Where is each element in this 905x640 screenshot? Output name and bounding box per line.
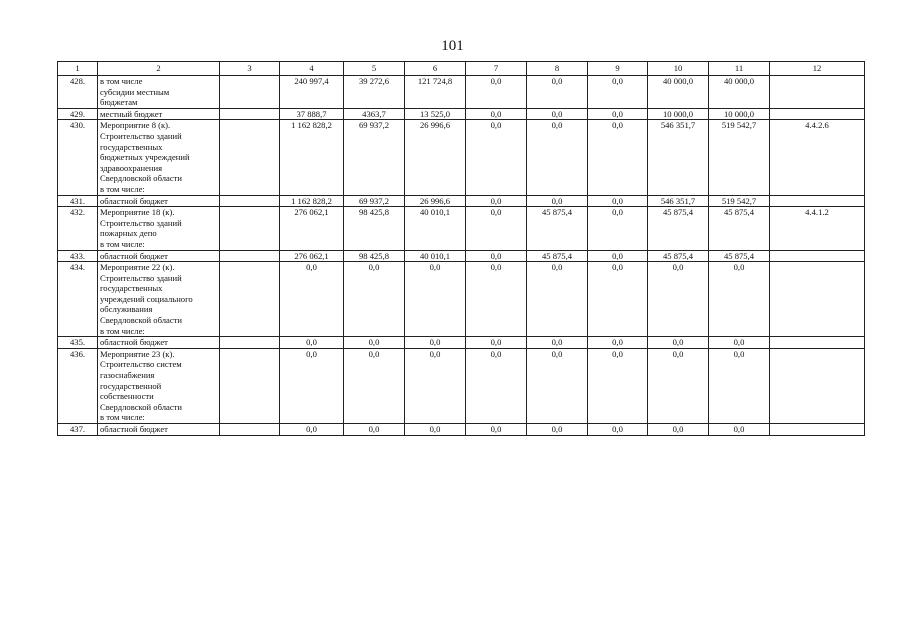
row-col3 xyxy=(220,195,280,207)
row-value: 0,0 xyxy=(588,108,648,120)
row-number: 428. xyxy=(58,76,98,109)
row-name-line: Свердловской области xyxy=(100,173,183,184)
row-value: 0,0 xyxy=(466,207,527,250)
row-value: 40 010,1 xyxy=(405,250,466,262)
row-value: 0,0 xyxy=(527,348,588,423)
row-col3 xyxy=(220,108,280,120)
row-col3 xyxy=(220,424,280,436)
row-number: 433. xyxy=(58,250,98,262)
row-name-line: в том числе: xyxy=(100,412,145,423)
row-col3 xyxy=(220,120,280,195)
row-value: 0,0 xyxy=(588,250,648,262)
row-value: 276 062,1 xyxy=(280,207,344,250)
row-value: 0,0 xyxy=(466,262,527,337)
row-name-line: областной бюджет xyxy=(100,195,168,206)
row-value: 0,0 xyxy=(527,337,588,349)
row-value: 0,0 xyxy=(344,348,405,423)
row-value: 0,0 xyxy=(709,262,770,337)
column-header: 6 xyxy=(405,62,466,76)
column-header: 5 xyxy=(344,62,405,76)
row-name-line: Свердловской области xyxy=(100,401,183,412)
table-row xyxy=(58,76,865,109)
column-header: 8 xyxy=(527,62,588,76)
row-value: 0,0 xyxy=(280,424,344,436)
column-header: 9 xyxy=(588,62,648,76)
row-name-line: областной бюджет xyxy=(100,337,168,348)
header-row xyxy=(58,62,865,76)
row-value: 276 062,1 xyxy=(280,250,344,262)
row-name xyxy=(98,120,220,195)
row-number: 432. xyxy=(58,207,98,250)
row-value: 45 875,4 xyxy=(527,250,588,262)
row-value: 0,0 xyxy=(344,424,405,436)
row-name-line: областной бюджет xyxy=(100,250,168,261)
column-header: 3 xyxy=(220,62,280,76)
row-col3 xyxy=(220,337,280,349)
row-number: 429. xyxy=(58,108,98,120)
row-code xyxy=(770,108,865,120)
row-value: 0,0 xyxy=(648,424,709,436)
row-value: 1 162 828,2 xyxy=(280,195,344,207)
row-name-line: Строительство зданий xyxy=(100,130,182,141)
budget-table xyxy=(57,61,865,436)
row-value: 0,0 xyxy=(280,262,344,337)
row-code: 4.4.1.2 xyxy=(770,207,865,250)
row-name-line: субсидии местным xyxy=(100,86,170,97)
row-name-line: государственных xyxy=(100,141,163,152)
row-name-line: газоснабжения xyxy=(100,370,155,381)
row-name-line: обслуживания xyxy=(100,304,153,315)
row-name xyxy=(98,337,220,349)
row-value: 0,0 xyxy=(527,120,588,195)
row-value: 69 937,2 xyxy=(344,120,405,195)
column-header: 1 xyxy=(58,62,98,76)
row-value: 39 272,6 xyxy=(344,76,405,109)
row-code xyxy=(770,76,865,109)
row-name-line: местный бюджет xyxy=(100,108,163,119)
row-value: 0,0 xyxy=(466,108,527,120)
row-code xyxy=(770,424,865,436)
row-value: 0,0 xyxy=(405,424,466,436)
row-name xyxy=(98,207,220,250)
row-value: 0,0 xyxy=(709,348,770,423)
row-value: 13 525,0 xyxy=(405,108,466,120)
row-name-line: Мероприятие 23 (к). xyxy=(100,348,175,359)
row-name-line: бюджетам xyxy=(100,97,138,108)
page-number: 101 xyxy=(441,38,464,54)
row-value: 37 888,7 xyxy=(280,108,344,120)
row-name-line: в том числе xyxy=(100,76,143,86)
row-name-line: Мероприятие 8 (к). xyxy=(100,120,171,131)
row-number: 435. xyxy=(58,337,98,349)
row-number: 434. xyxy=(58,262,98,337)
row-value: 0,0 xyxy=(588,120,648,195)
row-name-line: бюджетных учреждений xyxy=(100,152,190,163)
row-value: 0,0 xyxy=(405,262,466,337)
row-value: 10 000,0 xyxy=(709,108,770,120)
row-number: 437. xyxy=(58,424,98,436)
row-value: 0,0 xyxy=(709,424,770,436)
table-row xyxy=(58,250,865,262)
row-name-line: в том числе: xyxy=(100,183,145,194)
row-value: 0,0 xyxy=(280,337,344,349)
row-code xyxy=(770,195,865,207)
row-value: 0,0 xyxy=(344,262,405,337)
row-col3 xyxy=(220,250,280,262)
row-code xyxy=(770,337,865,349)
row-code xyxy=(770,250,865,262)
row-name-line: Строительство зданий xyxy=(100,272,182,283)
table-row xyxy=(58,108,865,120)
row-value: 98 425,8 xyxy=(344,250,405,262)
row-value: 0,0 xyxy=(527,108,588,120)
row-value: 519 542,7 xyxy=(709,195,770,207)
row-value: 4363,7 xyxy=(344,108,405,120)
row-code xyxy=(770,262,865,337)
row-name-line: Строительство систем xyxy=(100,359,182,370)
row-value: 45 875,4 xyxy=(527,207,588,250)
table-row xyxy=(58,337,865,349)
row-value: 10 000,0 xyxy=(648,108,709,120)
row-name-line: государственных xyxy=(100,283,163,294)
row-value: 546 351,7 xyxy=(648,120,709,195)
row-value: 0,0 xyxy=(588,195,648,207)
row-value: 0,0 xyxy=(709,337,770,349)
row-value: 45 875,4 xyxy=(709,207,770,250)
row-value: 0,0 xyxy=(466,76,527,109)
row-value: 546 351,7 xyxy=(648,195,709,207)
row-value: 0,0 xyxy=(527,195,588,207)
row-name-line: собственности xyxy=(100,391,154,402)
row-name-line: в том числе: xyxy=(100,325,145,336)
row-code xyxy=(770,348,865,423)
row-col3 xyxy=(220,348,280,423)
row-value: 98 425,8 xyxy=(344,207,405,250)
row-name-line: областной бюджет xyxy=(100,424,168,434)
row-value: 45 875,4 xyxy=(709,250,770,262)
row-value: 26 996,6 xyxy=(405,120,466,195)
table-row xyxy=(58,348,865,423)
row-value: 26 996,6 xyxy=(405,195,466,207)
row-code: 4.4.2.6 xyxy=(770,120,865,195)
row-value: 45 875,4 xyxy=(648,207,709,250)
row-value: 40 000,0 xyxy=(648,76,709,109)
row-name xyxy=(98,250,220,262)
row-value: 0,0 xyxy=(588,262,648,337)
row-value: 0,0 xyxy=(466,348,527,423)
column-header: 7 xyxy=(466,62,527,76)
row-name-line: учреждений социального xyxy=(100,293,193,304)
row-name xyxy=(98,76,220,109)
row-col3 xyxy=(220,76,280,109)
row-name-line: Свердловской области xyxy=(100,315,183,326)
row-name-line: в том числе: xyxy=(100,238,145,249)
row-value: 0,0 xyxy=(466,337,527,349)
row-value: 240 997,4 xyxy=(280,76,344,109)
row-name xyxy=(98,195,220,207)
row-value: 45 875,4 xyxy=(648,250,709,262)
row-name-line: Строительство зданий xyxy=(100,217,182,228)
row-value: 519 542,7 xyxy=(709,120,770,195)
row-value: 40 000,0 xyxy=(709,76,770,109)
row-value: 0,0 xyxy=(280,348,344,423)
row-name-line: Мероприятие 18 (к). xyxy=(100,207,175,218)
table-row xyxy=(58,424,865,436)
row-value: 40 010,1 xyxy=(405,207,466,250)
table-row xyxy=(58,207,865,250)
row-value: 121 724,8 xyxy=(405,76,466,109)
row-value: 0,0 xyxy=(405,348,466,423)
row-name xyxy=(98,348,220,423)
row-number: 430. xyxy=(58,120,98,195)
table-row xyxy=(58,195,865,207)
row-value: 0,0 xyxy=(527,262,588,337)
row-value: 0,0 xyxy=(466,195,527,207)
row-value: 1 162 828,2 xyxy=(280,120,344,195)
row-number: 436. xyxy=(58,348,98,423)
row-name-line: Мероприятие 22 (к). xyxy=(100,262,175,273)
row-value: 69 937,2 xyxy=(344,195,405,207)
row-value: 0,0 xyxy=(588,207,648,250)
row-value: 0,0 xyxy=(344,337,405,349)
row-value: 0,0 xyxy=(405,337,466,349)
row-value: 0,0 xyxy=(466,250,527,262)
row-value: 0,0 xyxy=(527,76,588,109)
row-number: 431. xyxy=(58,195,98,207)
row-col3 xyxy=(220,207,280,250)
column-header: 2 xyxy=(98,62,220,76)
table-row xyxy=(58,120,865,195)
row-name xyxy=(98,108,220,120)
row-name-line: здравоохранения xyxy=(100,162,163,173)
row-value: 0,0 xyxy=(588,337,648,349)
row-value: 0,0 xyxy=(648,337,709,349)
row-value: 0,0 xyxy=(648,348,709,423)
row-value: 0,0 xyxy=(588,76,648,109)
table-row xyxy=(58,262,865,337)
row-value: 0,0 xyxy=(527,424,588,436)
row-name xyxy=(98,262,220,337)
table-body xyxy=(58,76,865,436)
row-value: 0,0 xyxy=(588,424,648,436)
row-col3 xyxy=(220,262,280,337)
column-header: 10 xyxy=(648,62,709,76)
row-value: 0,0 xyxy=(466,120,527,195)
row-value: 0,0 xyxy=(588,348,648,423)
row-name xyxy=(98,424,220,436)
row-value: 0,0 xyxy=(466,424,527,436)
row-value: 0,0 xyxy=(648,262,709,337)
row-name-line: пожарных депо xyxy=(100,228,157,239)
column-header: 4 xyxy=(280,62,344,76)
row-name-line: государственной xyxy=(100,380,162,391)
column-header: 12 xyxy=(770,62,865,76)
column-header: 11 xyxy=(709,62,770,76)
